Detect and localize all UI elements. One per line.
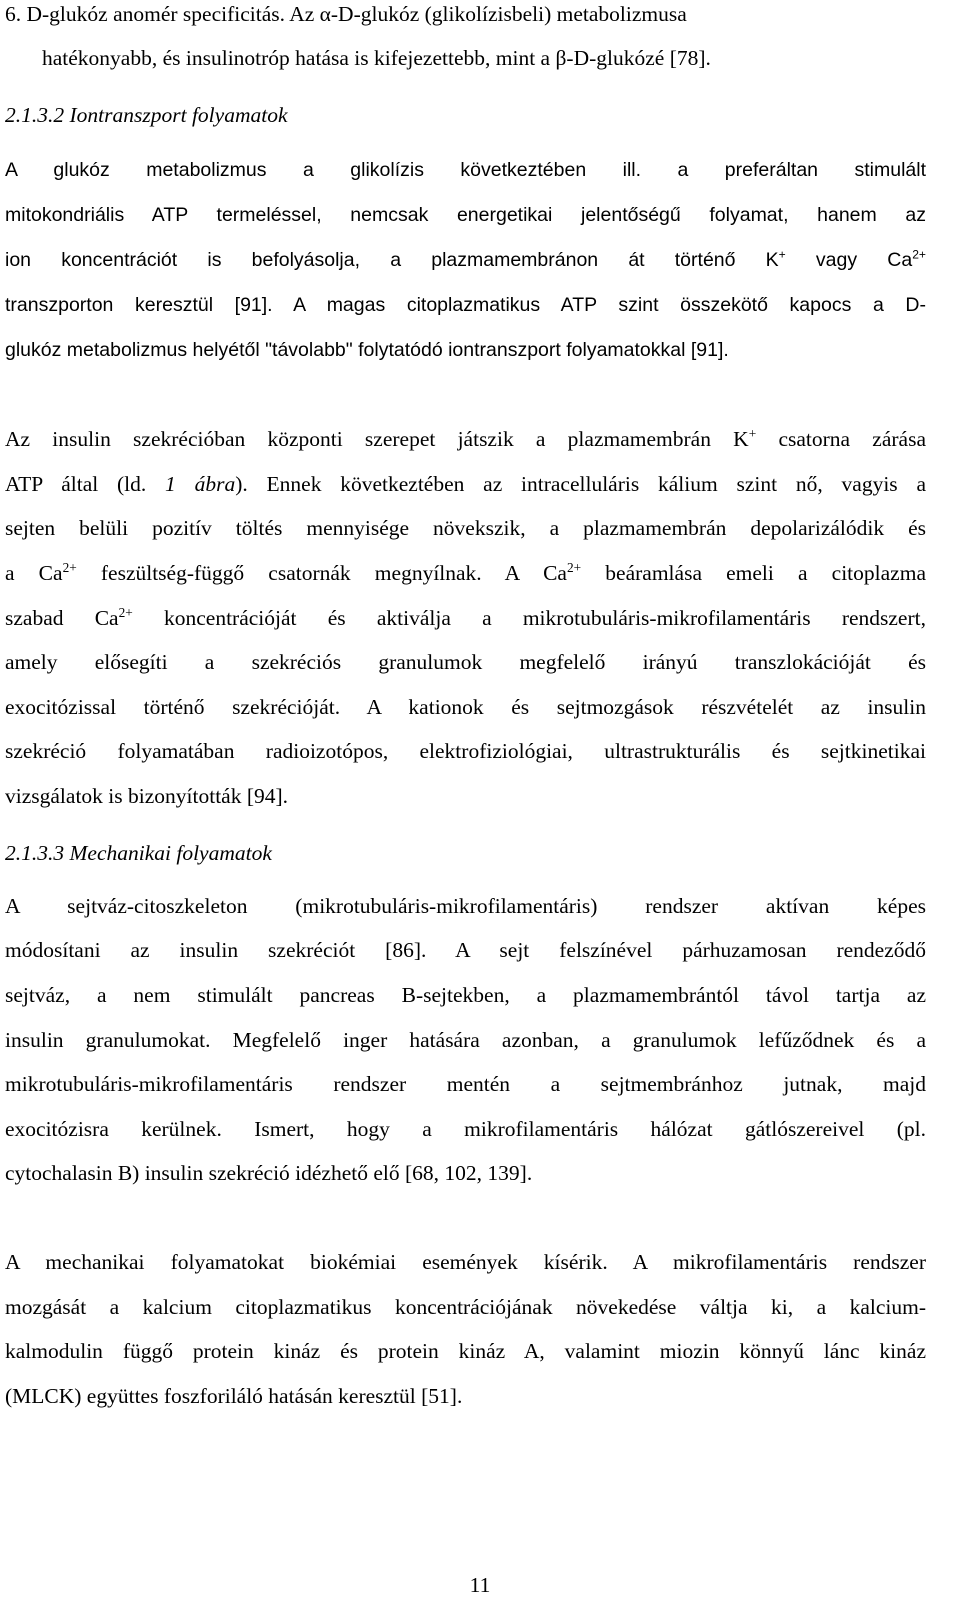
paragraph-2-line-7: exocitózissal történő szekrécióját. A kationok és sejtmozgások részvételét az insulin (5, 695, 926, 719)
paragraph-2-line-4 (5, 559, 926, 585)
paragraph-3-line-3: sejtváz, a nem stimulált pancreas B-sejtekben, a plazmamembrántól távol tartja az (5, 983, 926, 1007)
paragraph-2-line-1-text-a: Az insulin szekrécióban központi szerepet játszik a plazmamembrán K (5, 427, 749, 451)
paragraph-4-line-1: A mechanikai folyamatokat biokémiai események kísérik. A mikrofilamentáris rendszer (5, 1250, 926, 1274)
paragraph-1-line-1: A glukóz metabolizmus a glikolízis következtében ill. a preferáltan stimulált (5, 159, 926, 181)
paragraph-2-line-5 (5, 604, 926, 630)
paragraph-4-line-4: (MLCK) együttes foszforiláló hatásán keresztül [51]. (5, 1384, 463, 1408)
paragraph-2-line-2 (5, 474, 926, 496)
paragraph-2-line-1 (5, 425, 926, 451)
paragraph-2-line-3: sejten belüli pozitív töltés mennyisége növekszik, a plazmamembrán depolarizálódik és (5, 516, 926, 540)
paragraph-2-line-2-text-b: ). Ennek következtében az intracelluláris kálium szint nő, vagyis a (235, 472, 926, 496)
superscript-2plus: 2+ (118, 604, 133, 620)
superscript-2plus: 2+ (62, 559, 77, 575)
superscript-plus: + (778, 247, 786, 262)
paragraph-4-line-3: kalmodulin függő protein kináz és protein kináz A, valamint miozin könnyű lánc kináz (5, 1339, 926, 1363)
paragraph-4-line-2: mozgását a kalcium citoplazmatikus koncentrációjának növekedése váltja ki, a kalcium- (5, 1295, 926, 1319)
paragraph-1-line-4: transzporton keresztül [91]. A magas citoplazmatikus ATP szint összekötő kapocs a D- (5, 294, 926, 316)
paragraph-2-line-8: szekréció folyamatában radioizotópos, elektrofiziológiai, ultrastrukturális és sejtkinetikai (5, 739, 926, 763)
paragraph-3-line-5: mikrotubuláris-mikrofilamentáris rendszer mentén a sejtmembránhoz jutnak, majd (5, 1072, 926, 1096)
paragraph-2-line-4-text-b: feszültség-függő csatornák megnyílnak. A Ca (76, 561, 567, 585)
superscript-2plus: 2+ (566, 559, 582, 575)
paragraph-3-line-4: insulin granulumokat. Megfelelő inger hatására azonban, a granulumok lefűződnek és a (5, 1028, 926, 1052)
paragraph-1-line-3-text-b: vagy Ca (785, 249, 913, 271)
paragraph-2-line-5-text-b: koncentrációját és aktiválja a mikrotubuláris-mikrofilamentáris rendszert, (132, 606, 926, 630)
paragraph-2-line-4-text-a: a Ca (5, 561, 63, 585)
figure-reference: 1 ábra (165, 472, 236, 496)
paragraph-3-line-6: exocitózisra kerülnek. Ismert, hogy a mikrofilamentáris hálózat gátlószereivel (pl. (5, 1117, 926, 1141)
superscript-2plus: 2+ (912, 247, 926, 262)
page-number: 11 (469, 1573, 491, 1597)
section-heading-iontranszport: 2.1.3.2 Iontranszport folyamatok (5, 103, 288, 127)
superscript-plus: + (748, 425, 757, 441)
paragraph-3-line-7: cytochalasin B) insulin szekréció idézhető elő [68, 102, 139]. (5, 1161, 533, 1185)
paragraph-3-line-1: A sejtváz-citoszkeleton (mikrotubuláris-mikrofilamentáris) rendszer aktívan képes (5, 894, 926, 918)
paragraph-2-line-4-text-c: beáramlása emeli a citoplazma (581, 561, 926, 585)
paragraph-2-line-2-text-a: ATP által (ld. (5, 472, 166, 496)
paragraph-2-line-1-text-b: csatorna zárása (756, 427, 926, 451)
list-item-6-line-1: 6. D-glukóz anomér specificitás. Az α-D-glukóz (glikolízisbeli) metabolizmusa (5, 2, 687, 26)
section-heading-mechanikai: 2.1.3.3 Mechanikai folyamatok (5, 841, 272, 865)
paragraph-2-line-6: amely elősegíti a szekréciós granulumok megfelelő irányú transzlokációját és (5, 650, 926, 674)
paragraph-2-line-5-text-a: szabad Ca (5, 606, 119, 630)
paragraph-2-line-9: vizsgálatok is bizonyították [94]. (5, 784, 289, 808)
paragraph-1-line-3 (5, 247, 926, 271)
paragraph-1-line-3-text-a: ion koncentrációt is befolyásolja, a plazmamembránon át történő K (5, 249, 779, 271)
paragraph-1-line-2: mitokondriális ATP termeléssel, nemcsak energetikai jelentőségű folyamat, hanem az (5, 204, 926, 226)
list-item-6-line-2: hatékonyabb, és insulinotróp hatása is kifejezettebb, mint a β-D-glukózé [78]. (42, 46, 711, 70)
paragraph-1-line-5: glukóz metabolizmus helyétől "távolabb" folytatódó iontranszport folyamatokkal [91]. (5, 339, 729, 361)
paragraph-3-line-2: módosítani az insulin szekréciót [86]. A sejt felszínével párhuzamosan rendeződő (5, 938, 926, 962)
